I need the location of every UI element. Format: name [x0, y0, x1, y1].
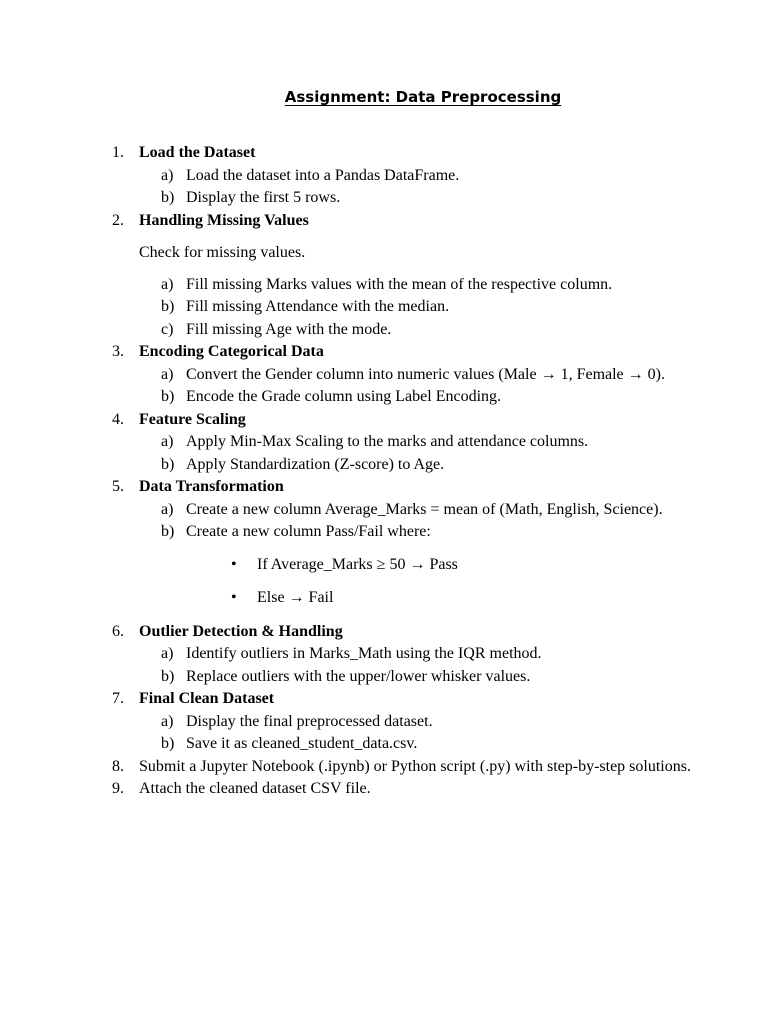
list-item-2 — [112, 210, 752, 342]
sub-item — [139, 733, 752, 756]
sub-item-letter: b) — [161, 388, 175, 405]
bullet-list — [139, 554, 752, 610]
item-number: 6. — [112, 622, 124, 640]
bullet-item — [139, 554, 752, 577]
item-heading: Final Clean Dataset — [139, 690, 275, 707]
item-heading: Load the Dataset — [139, 144, 256, 161]
sub-item-text: Encode the Grade column using Label Encoding. — [186, 388, 502, 405]
item-text: Submit a Jupyter Notebook (.ipynb) or Python script (.py) with step-by-step solutions. — [139, 757, 691, 775]
sub-item — [139, 296, 752, 319]
item-number: 5. — [112, 478, 124, 495]
list-item-8 — [112, 756, 752, 779]
sub-item-letter: a) — [161, 275, 174, 293]
list-item-5 — [112, 476, 752, 610]
item-heading: Outlier Detection & Handling — [139, 622, 343, 640]
sub-item — [139, 666, 752, 689]
sub-item-letter: b) — [161, 735, 175, 752]
sub-item-letter: a) — [161, 645, 174, 662]
sub-item-letter: a) — [161, 712, 174, 730]
item-number: 9. — [112, 780, 124, 797]
list-item-7 — [112, 688, 752, 756]
sub-item-text: Display the final preprocessed dataset. — [186, 712, 433, 730]
sub-item-text: Replace outliers with the upper/lower whisker values. — [186, 667, 531, 685]
bullet-item — [139, 587, 752, 610]
sub-item — [139, 711, 752, 734]
item-number: 4. — [112, 410, 124, 428]
sub-item — [139, 274, 752, 297]
list-item-6 — [112, 621, 752, 689]
sub-item-letter: a) — [161, 166, 174, 184]
sub-item — [139, 187, 752, 210]
sub-item-letter: c) — [161, 320, 174, 338]
item-heading: Data Transformation — [139, 478, 284, 495]
sub-item-text: Load the dataset into a Pandas DataFrame. — [186, 166, 460, 184]
item-number: 7. — [112, 690, 124, 707]
sub-item — [139, 319, 752, 342]
sub-item-letter: a) — [161, 433, 174, 450]
item-heading: Encoding Categorical Data — [139, 343, 324, 360]
sub-item-text: Fill missing Age with the mode. — [186, 320, 392, 338]
sub-item-letter: b) — [161, 523, 175, 540]
sub-item-letter: b) — [161, 298, 175, 315]
sub-item-text: Convert the Gender column into numeric values (Male → 1, Female → 0). — [186, 365, 665, 383]
item-number: 2. — [112, 211, 124, 229]
sub-item — [139, 364, 752, 387]
sub-item-text: Fill missing Marks values with the mean of the respective column. — [186, 275, 613, 293]
sub-item — [139, 386, 752, 409]
item-number: 3. — [112, 343, 124, 360]
sub-item-letter: b) — [161, 667, 175, 685]
sub-item-letter: b) — [161, 189, 175, 206]
item-text: Attach the cleaned dataset CSV file. — [139, 780, 371, 797]
bullet-dot-icon: • — [231, 589, 237, 606]
bullet-text: If Average_Marks ≥ 50 → Pass — [257, 555, 458, 573]
sub-item — [139, 165, 752, 188]
sub-item-letter: a) — [161, 500, 174, 518]
sub-item-text: Fill missing Attendance with the median. — [186, 298, 450, 315]
item-number: 8. — [112, 757, 124, 775]
sub-item — [139, 431, 752, 454]
list-item-3 — [112, 341, 752, 409]
list-item-1 — [112, 142, 752, 210]
sub-item — [139, 499, 752, 522]
sub-item-letter: a) — [161, 365, 174, 383]
sub-item-text: Apply Standardization (Z-score) to Age. — [186, 455, 445, 473]
item-heading: Feature Scaling — [139, 410, 246, 428]
sub-item-text: Display the first 5 rows. — [186, 189, 341, 206]
bullet-dot-icon: • — [231, 555, 237, 573]
sub-item-text: Create a new column Pass/Fail where: — [186, 523, 431, 540]
item-note: Check for missing values. — [139, 244, 306, 261]
list-item-4 — [112, 409, 752, 477]
sub-item-text: Save it as cleaned_student_data.csv. — [186, 735, 418, 752]
sub-item-text: Create a new column Average_Marks = mean of (Math, English, Science). — [186, 500, 663, 518]
sub-item-letter: b) — [161, 455, 175, 473]
sub-item — [139, 521, 752, 544]
document-title: Assignment: Data Preprocessing — [284, 88, 562, 106]
sub-item-text: Apply Min-Max Scaling to the marks and attendance columns. — [186, 433, 589, 450]
bullet-text: Else → Fail — [257, 589, 334, 606]
assignment-list — [112, 142, 752, 801]
sub-item — [139, 643, 752, 666]
sub-item-text: Identify outliers in Marks_Math using the IQR method. — [186, 645, 542, 662]
item-heading: Handling Missing Values — [139, 211, 309, 229]
sub-item — [139, 454, 752, 477]
item-number: 1. — [112, 144, 124, 161]
list-item-9 — [112, 778, 752, 801]
